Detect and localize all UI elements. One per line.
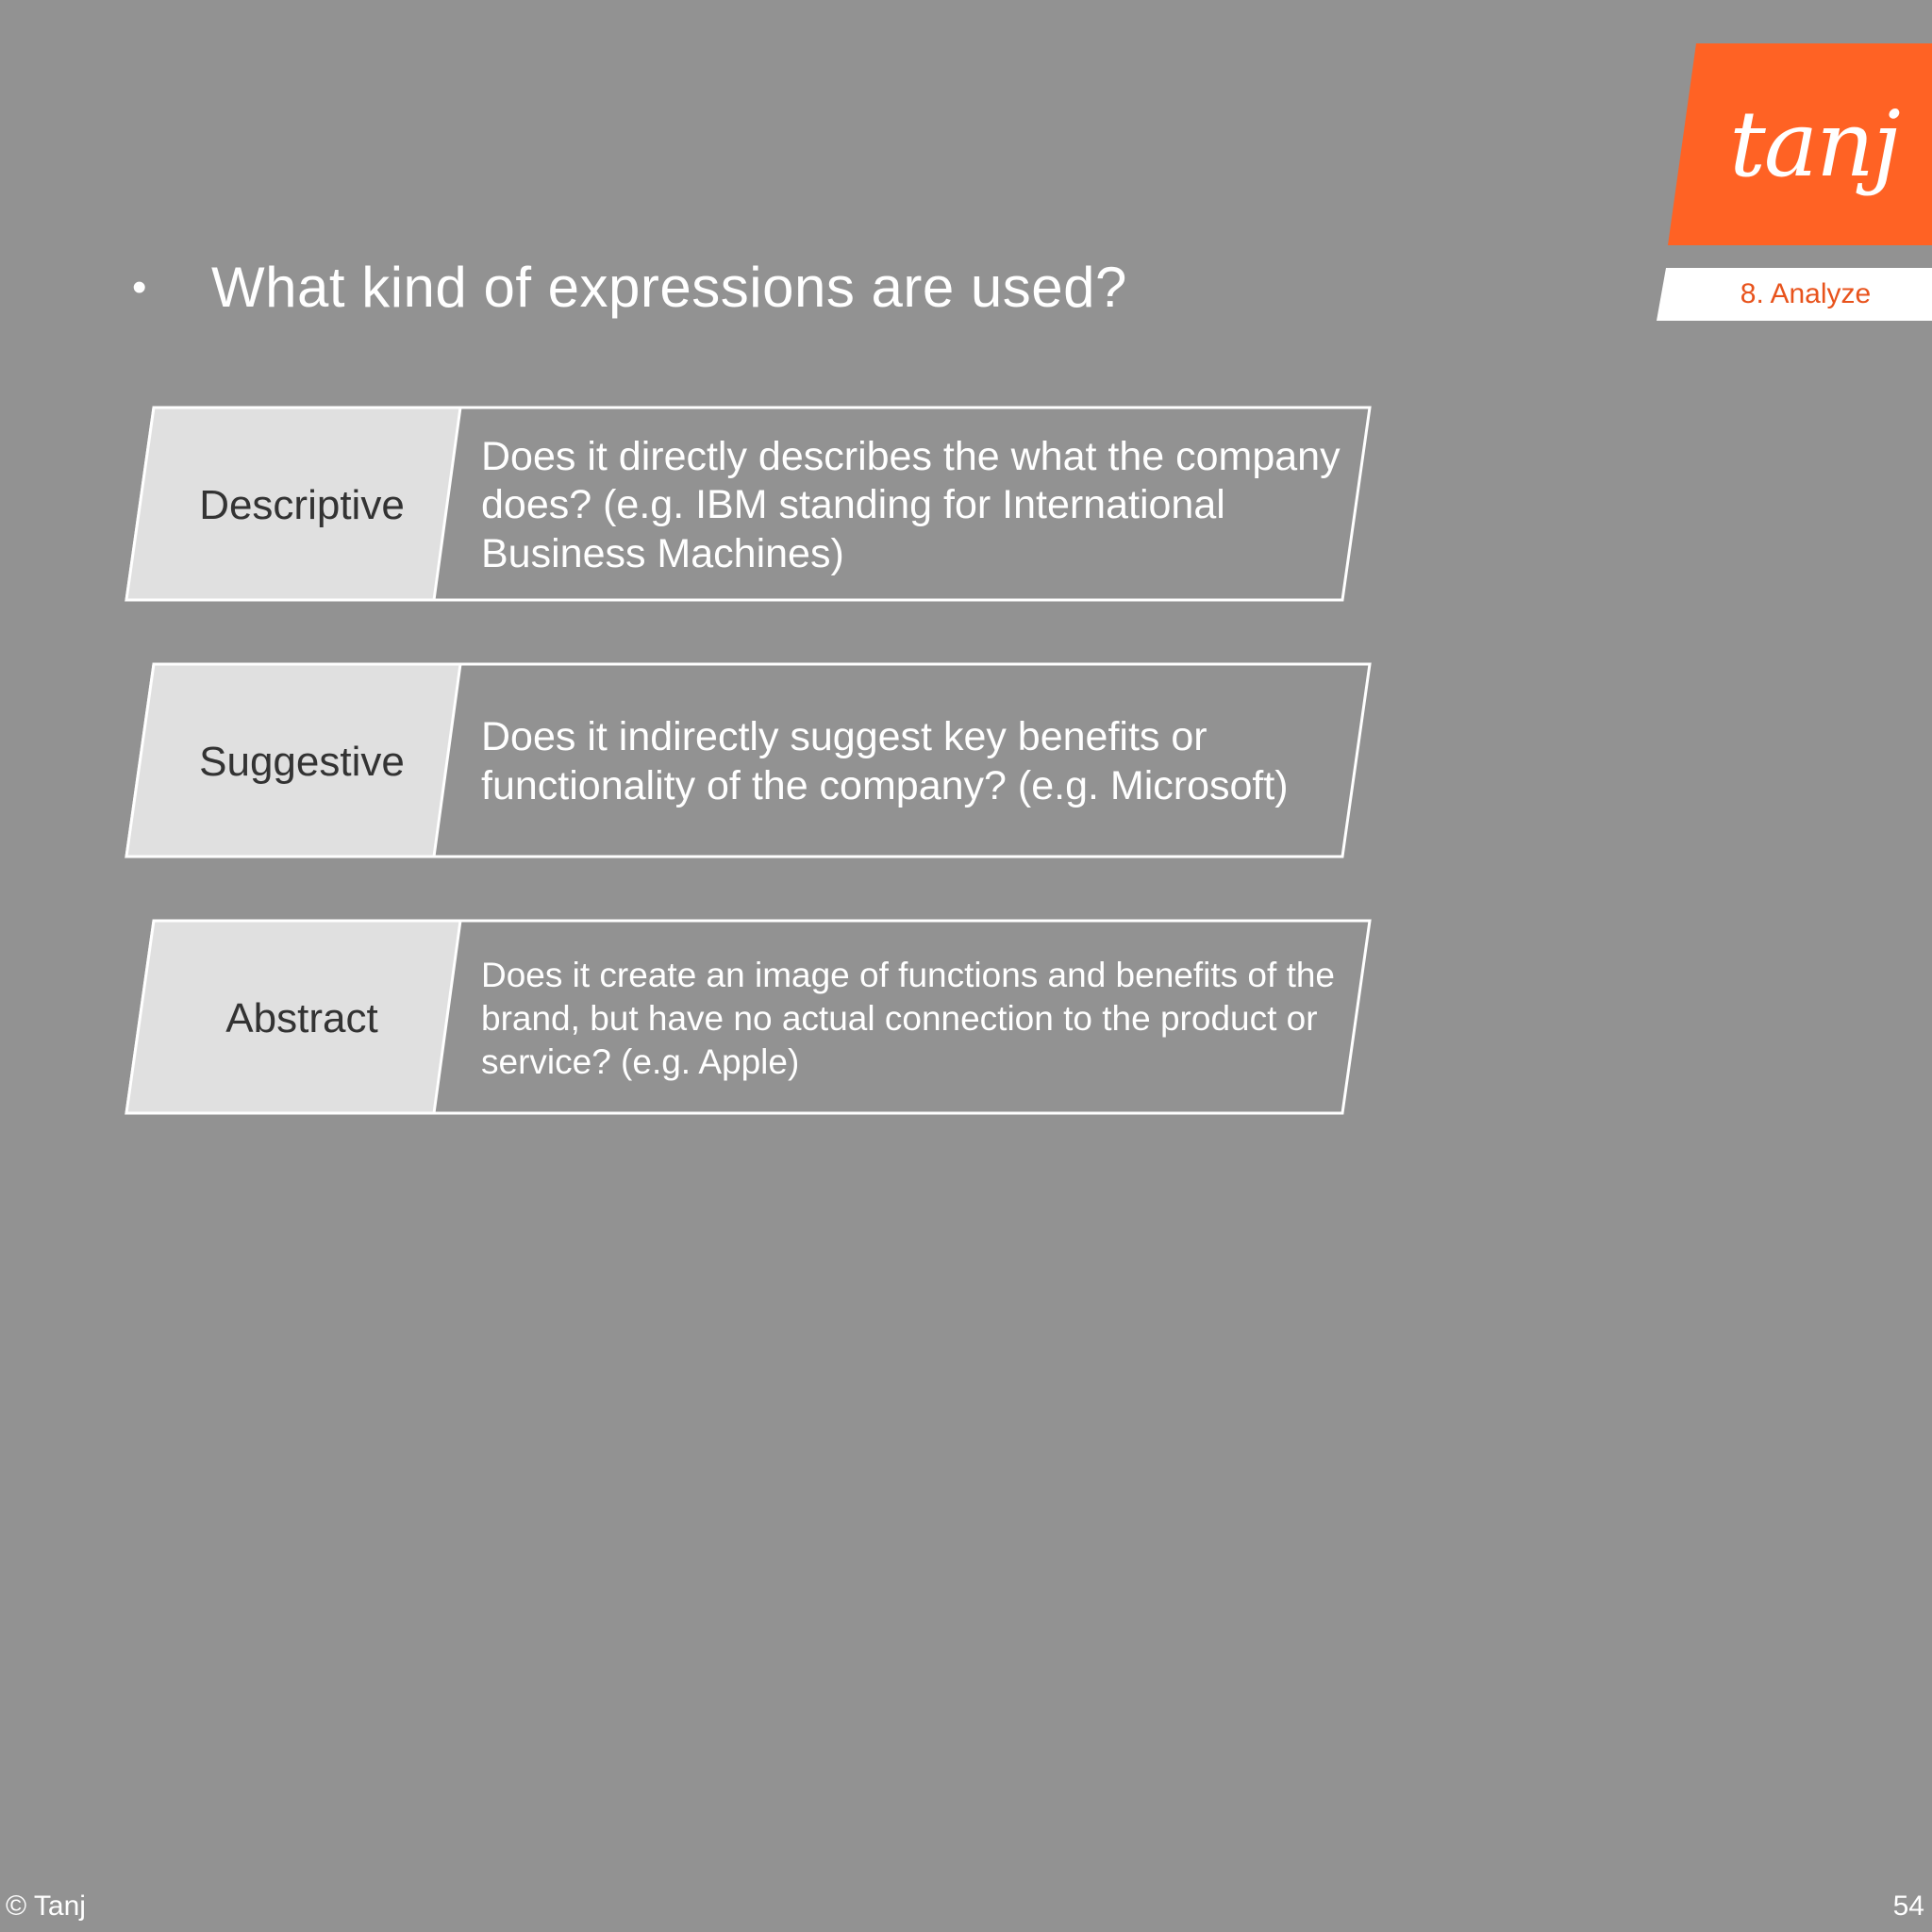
expression-card-descriptive [123, 406, 1377, 606]
logo-wordmark: tanj [1729, 92, 1899, 197]
section-tag [1657, 268, 1932, 321]
card-label: Abstract [225, 995, 378, 1041]
copyright-notice: © Tanj [6, 1890, 86, 1922]
expression-card-abstract [123, 919, 1377, 1119]
card-label: Suggestive [199, 739, 405, 785]
question-heading [132, 255, 1127, 320]
card-description: Does it indirectly suggest key benefits or functionality of the company? (e.g. Microsoft) [481, 714, 1289, 808]
tanj-logo [1668, 43, 1932, 245]
bullet-icon: • [132, 263, 147, 310]
section-tag-label: 8. Analyze [1740, 278, 1872, 309]
card-label: Descriptive [199, 482, 405, 528]
card-description: Does it create an image of functions and benefits of the brand, but have no actual connection to the product or service? (e.g. Apple) [481, 956, 1336, 1081]
page-number: 54 [1892, 1890, 1924, 1922]
card-description: Does it directly describes the what the company does? (e.g. IBM standing for International Business Machines) [481, 433, 1341, 576]
expression-card-suggestive [123, 662, 1377, 862]
question-text: What kind of expressions are used? [211, 256, 1127, 319]
